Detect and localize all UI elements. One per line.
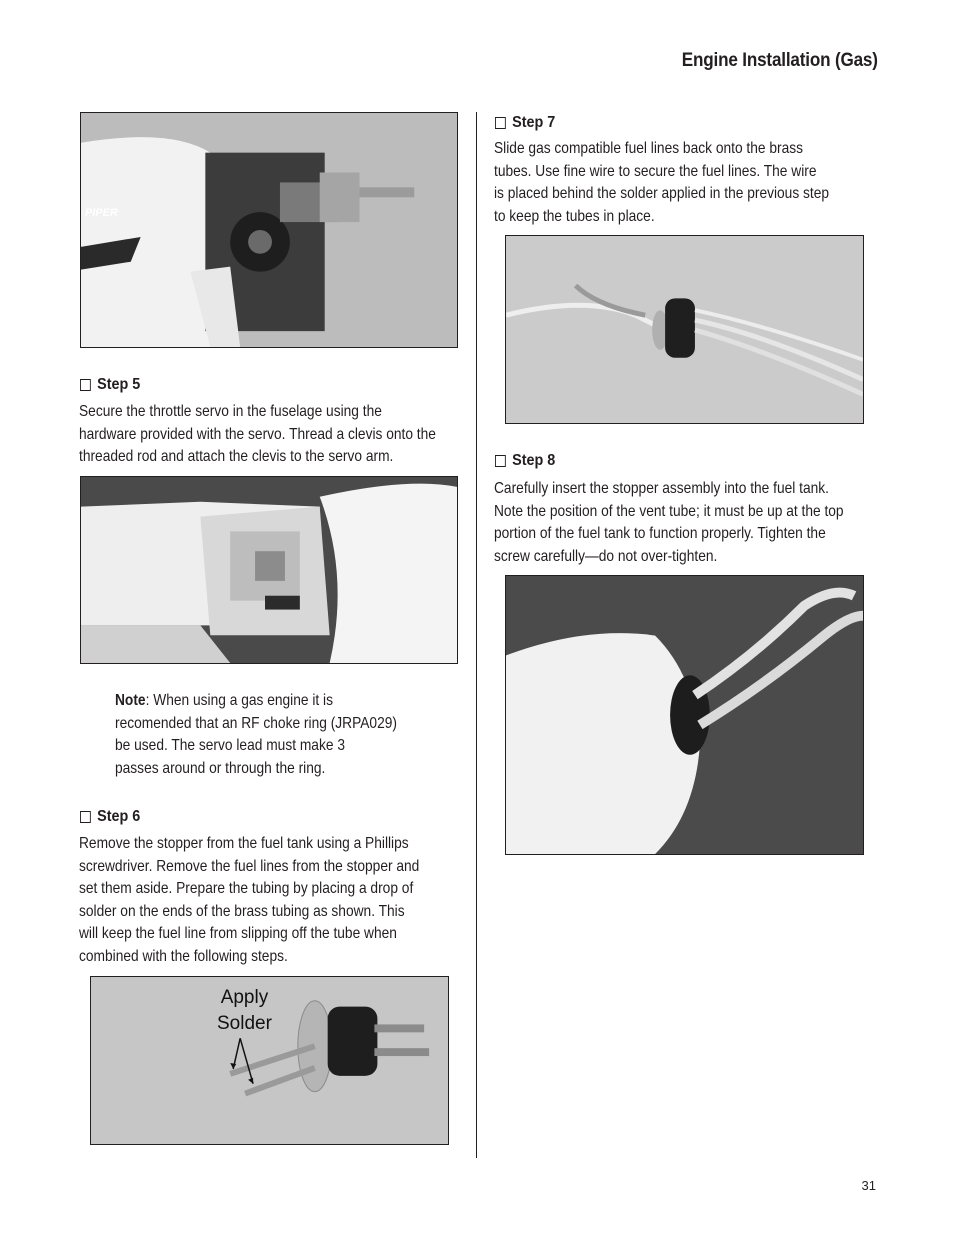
step6-label: Step 6 [97, 808, 141, 825]
step8-line: Note the position of the vent tube; it must be up at the top [494, 502, 844, 520]
step6-line: will keep the fuel line from slipping off the tube when [79, 925, 397, 943]
step5-line: Secure the throttle servo in the fuselage using the [79, 403, 382, 420]
step5-label: Step 5 [97, 376, 141, 393]
step6-line: solder on the ends of the brass tubing as shown. This [79, 902, 405, 920]
step8-text [494, 478, 844, 568]
section-header: Engine Installation (Gas) [682, 50, 878, 71]
step5-line: hardware provided with the servo. Thread a clevis onto the [79, 425, 436, 443]
step7-line: is placed behind the solder applied in the previous step [494, 185, 830, 203]
note-line: passes around or through the ring. [115, 759, 326, 777]
step5-text [79, 401, 436, 469]
note-line: Note: When using a gas engine it is [115, 692, 333, 709]
step6-checkbox[interactable] [80, 811, 91, 823]
step8-line: screw carefully—do not over-tighten. [494, 547, 718, 565]
step7-text [494, 138, 829, 228]
piper-logo: PIPER [84, 207, 118, 220]
page-number: 31 [861, 1178, 876, 1193]
choke-ring-note [115, 690, 397, 780]
step6-heading [80, 808, 140, 826]
step6-line: screwdriver. Remove the fuel lines from the stopper and [79, 857, 420, 875]
step6-line: Remove the stopper from the fuel tank using a Phillips [79, 835, 409, 852]
note-line: recomended that an RF choke ring (JRPA029) [115, 714, 397, 732]
stopper-solder-photo [90, 976, 449, 1145]
step7-line: to keep the tubes in place. [494, 207, 655, 225]
step7-heading [495, 114, 555, 132]
step6-text [79, 833, 419, 969]
note-line: be used. The servo lead must make 3 [115, 737, 345, 755]
step8-label: Step 8 [512, 452, 556, 469]
step7-line: tubes. Use fine wire to secure the fuel lines. The wire [494, 162, 817, 180]
step8-line: portion of the fuel tank to function properly. Tighten the [494, 525, 826, 543]
column-divider [476, 112, 477, 1158]
fuel-tank-photo [505, 575, 864, 855]
step8-checkbox[interactable] [495, 455, 506, 467]
step6-line: combined with the following steps. [79, 947, 288, 965]
step8-heading [495, 452, 555, 470]
engine-mount-photo [80, 112, 458, 348]
servo-install-photo [80, 476, 458, 664]
step5-line: threaded rod and attach the clevis to the servo arm. [79, 448, 394, 466]
step6-line: set them aside. Prepare the tubing by placing a drop of [79, 880, 414, 898]
step8-line: Carefully insert the stopper assembly into the fuel tank. [494, 480, 829, 497]
step7-checkbox[interactable] [495, 117, 506, 129]
fuel-lines-photo [505, 235, 864, 424]
step7-line: Slide gas compatible fuel lines back onto the brass [494, 140, 804, 157]
apply-solder-label: Apply Solder [217, 987, 272, 1034]
step5-heading [80, 376, 140, 394]
note-label: Note [115, 692, 146, 709]
step5-checkbox[interactable] [80, 379, 91, 391]
step7-label: Step 7 [512, 114, 556, 131]
